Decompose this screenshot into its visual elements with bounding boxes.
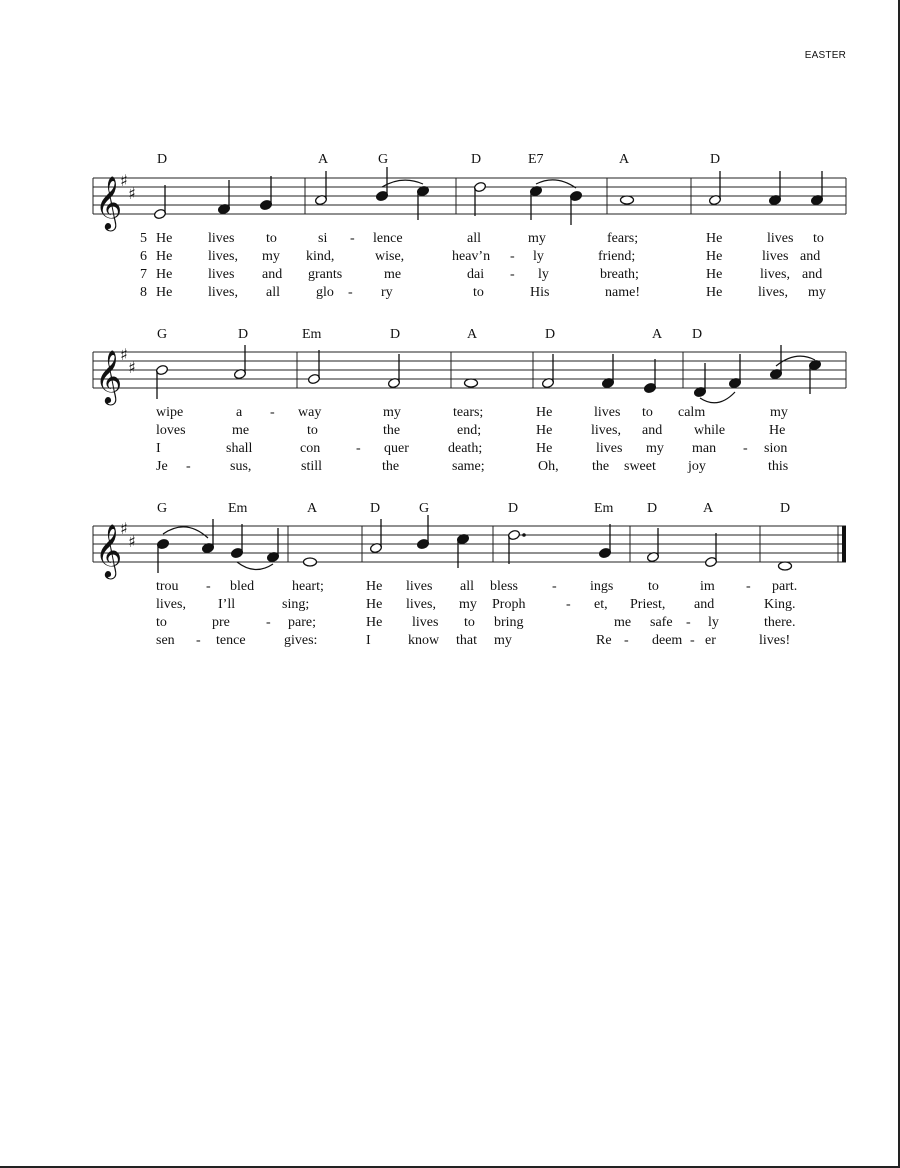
lyric-syllable: know xyxy=(408,633,440,648)
lyric-syllable: - xyxy=(348,285,353,300)
svg-text:𝄞: 𝄞 xyxy=(95,523,123,577)
lyric-syllable: ly xyxy=(708,615,719,630)
lyric-syllable: loves xyxy=(156,423,186,438)
lyric-syllable: He xyxy=(156,285,173,300)
lyric-syllable: death; xyxy=(448,441,483,456)
lyric-syllable: and xyxy=(694,597,715,612)
lyric-syllable: glo xyxy=(316,285,334,300)
lyric-syllable: He xyxy=(769,423,786,438)
lyric-syllable: while xyxy=(694,423,726,438)
lyric-syllable: et, xyxy=(594,597,608,612)
lyric-syllable: pare; xyxy=(288,615,316,630)
lyric-syllable: ry xyxy=(381,285,393,300)
chord-symbol: D xyxy=(710,152,721,167)
chord-symbol: G xyxy=(378,152,389,167)
lyric-syllable: quer xyxy=(384,441,409,456)
chord-symbol: E7 xyxy=(528,152,544,167)
chord-symbol: Em xyxy=(594,501,614,516)
section-label: EASTER xyxy=(804,50,846,61)
lyric-syllable: name! xyxy=(605,285,640,300)
lyric-syllable: shall xyxy=(226,441,253,456)
lyric-syllable: He xyxy=(536,423,553,438)
lyric-syllable: man xyxy=(692,441,717,456)
lyric-syllable: - xyxy=(186,459,191,474)
lyric-syllable: ings xyxy=(590,579,614,594)
lyric-syllable: - xyxy=(510,249,515,264)
chord-symbol: Em xyxy=(302,327,322,342)
lyric-syllable: er xyxy=(705,633,716,648)
lyric-syllable: all xyxy=(467,231,481,246)
lyric-syllable: He xyxy=(536,441,553,456)
lyric-syllable: lives xyxy=(596,441,623,456)
lyric-syllable: still xyxy=(301,459,323,474)
lyric-syllable: - xyxy=(743,441,748,456)
lyric-syllable: way xyxy=(298,405,322,420)
lyric-syllable: - xyxy=(270,405,275,420)
lyric-syllable: this xyxy=(768,459,789,474)
chord-symbol: G xyxy=(419,501,430,516)
lyric-syllable: safe xyxy=(650,615,673,630)
lyric-syllable: - xyxy=(690,633,695,648)
lyric-syllable: I’ll xyxy=(218,597,236,612)
lyric-syllable: heav’n xyxy=(452,249,491,264)
lyric-syllable: kind, xyxy=(306,249,335,264)
lyric-syllable: He xyxy=(156,267,173,282)
lyric-syllable: heart; xyxy=(292,579,324,594)
lyric-syllable: lives xyxy=(208,267,235,282)
lyric-syllable: Priest, xyxy=(630,597,666,612)
lyric-syllable: lence xyxy=(373,231,403,246)
lyric-syllable: - xyxy=(350,231,355,246)
lyric-syllable: and xyxy=(800,249,821,264)
lyric-syllable: part. xyxy=(772,579,798,594)
lyric-syllable: tears; xyxy=(453,405,484,420)
lyric-syllable: lives, xyxy=(758,285,788,300)
lyric-syllable: si xyxy=(318,231,328,246)
lyric-syllable: 6 xyxy=(140,249,147,264)
lyric-syllable: a xyxy=(236,405,243,420)
lyric-syllable: grants xyxy=(308,267,343,282)
lyric-syllable: friend; xyxy=(598,249,636,264)
lyric-syllable: all xyxy=(266,285,280,300)
lyric-syllable: lives! xyxy=(759,633,791,648)
lyric-syllable: to xyxy=(307,423,318,438)
lyric-syllable: the xyxy=(592,459,610,474)
lyric-syllable: He xyxy=(706,249,723,264)
svg-text:♯: ♯ xyxy=(120,519,128,538)
lyric-syllable: dai xyxy=(467,267,485,282)
lyric-syllable: 8 xyxy=(140,285,147,300)
lyric-syllable: sweet xyxy=(624,459,656,474)
lyric-syllable: and xyxy=(642,423,663,438)
lyric-syllable: sus, xyxy=(230,459,252,474)
lyric-syllable: lives xyxy=(208,231,235,246)
lyric-syllable: there. xyxy=(764,615,796,630)
lyric-syllable: He xyxy=(536,405,553,420)
lyric-syllable: lives, xyxy=(406,597,436,612)
lyric-syllable: breath; xyxy=(600,267,639,282)
chord-symbol: D xyxy=(508,501,519,516)
lyric-syllable: my xyxy=(808,285,826,300)
lyric-syllable: - xyxy=(746,579,751,594)
lyric-syllable: lives, xyxy=(591,423,621,438)
lyric-syllable: to xyxy=(473,285,484,300)
lyric-syllable: - xyxy=(566,597,571,612)
lyric-syllable: my xyxy=(528,231,546,246)
lyric-syllable: He xyxy=(156,231,173,246)
lyric-syllable: me xyxy=(614,615,632,630)
lyric-syllable: sen xyxy=(156,633,175,648)
lyric-syllable: my xyxy=(262,249,280,264)
lyric-syllable: im xyxy=(700,579,715,594)
chord-symbol: D xyxy=(238,327,249,342)
chord-symbol: A xyxy=(318,152,329,167)
lyric-syllable: con xyxy=(300,441,321,456)
lyric-syllable: lives, xyxy=(760,267,790,282)
lyric-syllable: Proph xyxy=(492,597,526,612)
lyric-syllable: - xyxy=(356,441,361,456)
lyric-syllable: same; xyxy=(452,459,485,474)
chord-symbol: A xyxy=(467,327,478,342)
lyric-syllable: ly xyxy=(538,267,549,282)
lyric-syllable: gives: xyxy=(284,633,318,648)
lyric-syllable: He xyxy=(366,615,383,630)
svg-text:𝄞: 𝄞 xyxy=(95,349,123,403)
lyric-syllable: - xyxy=(206,579,211,594)
lyric-syllable: deem xyxy=(652,633,683,648)
lyric-syllable: end; xyxy=(457,423,482,438)
lyric-syllable: to xyxy=(464,615,475,630)
lyric-syllable: ly xyxy=(533,249,544,264)
svg-text:♯: ♯ xyxy=(120,171,128,190)
lyric-syllable: pre xyxy=(212,615,230,630)
lyric-syllable: bled xyxy=(230,579,255,594)
lyric-syllable: to xyxy=(648,579,659,594)
lyric-syllable: He xyxy=(156,249,173,264)
lyric-syllable: lives xyxy=(406,579,433,594)
chord-symbol: A xyxy=(703,501,714,516)
svg-text:♯: ♯ xyxy=(120,345,128,364)
lyric-syllable: the xyxy=(383,423,401,438)
lyric-syllable: and xyxy=(262,267,283,282)
lyric-syllable: to xyxy=(642,405,653,420)
svg-text:♯: ♯ xyxy=(128,532,136,551)
chord-symbol: D xyxy=(390,327,401,342)
svg-text:𝄞: 𝄞 xyxy=(95,175,123,229)
lyric-syllable: all xyxy=(460,579,474,594)
lyric-syllable: tence xyxy=(216,633,246,648)
lyric-syllable: my xyxy=(383,405,401,420)
lyric-syllable: the xyxy=(382,459,400,474)
chord-symbol: D xyxy=(370,501,381,516)
chord-symbol: A xyxy=(619,152,630,167)
lyric-syllable: lives, xyxy=(156,597,186,612)
chord-symbol: D xyxy=(692,327,703,342)
lyric-syllable: calm xyxy=(678,405,706,420)
lyric-syllable: my xyxy=(770,405,788,420)
lyric-syllable: my xyxy=(459,597,477,612)
lyric-syllable: He xyxy=(706,231,723,246)
lyric-syllable: He xyxy=(706,285,723,300)
chord-symbol: D xyxy=(780,501,791,516)
lyric-syllable: lives, xyxy=(208,285,238,300)
lyric-syllable: wise, xyxy=(375,249,405,264)
lyric-syllable: sing; xyxy=(282,597,310,612)
lyric-syllable: bless xyxy=(490,579,518,594)
lyric-syllable: lives xyxy=(594,405,621,420)
lyric-syllable: lives xyxy=(767,231,794,246)
lyric-syllable: bring xyxy=(494,615,524,630)
chord-symbol: G xyxy=(157,501,168,516)
lyric-syllable: - xyxy=(266,615,271,630)
chord-symbol: G xyxy=(157,327,168,342)
lyric-syllable: King. xyxy=(764,597,796,612)
chord-symbol: D xyxy=(471,152,482,167)
lyric-syllable: - xyxy=(196,633,201,648)
lyric-syllable: Je xyxy=(156,459,168,474)
lyric-syllable: my xyxy=(494,633,512,648)
chord-symbol: Em xyxy=(228,501,248,516)
lyric-syllable: 5 xyxy=(140,231,147,246)
lyric-syllable: - xyxy=(624,633,629,648)
svg-text:♯: ♯ xyxy=(128,358,136,377)
lyric-syllable: 7 xyxy=(140,267,147,282)
lyric-syllable: my xyxy=(646,441,664,456)
lyric-syllable: wipe xyxy=(156,405,184,420)
lyric-syllable: to xyxy=(156,615,167,630)
lyric-syllable: I xyxy=(156,441,161,456)
lyric-syllable: lives xyxy=(412,615,439,630)
lyric-syllable: I xyxy=(366,633,371,648)
lyric-syllable: Re xyxy=(596,633,612,648)
lyric-syllable: me xyxy=(384,267,402,282)
lyric-syllable: His xyxy=(530,285,550,300)
lyric-syllable: He xyxy=(366,579,383,594)
lyric-syllable: - xyxy=(552,579,557,594)
svg-text:♯: ♯ xyxy=(128,184,136,203)
lyric-syllable: Oh, xyxy=(538,459,559,474)
chord-symbol: A xyxy=(307,501,318,516)
chord-symbol: D xyxy=(157,152,168,167)
lyric-syllable: sion xyxy=(764,441,788,456)
lyric-syllable: - xyxy=(510,267,515,282)
chord-symbol: A xyxy=(652,327,663,342)
chord-symbol: D xyxy=(545,327,556,342)
lyric-syllable: He xyxy=(706,267,723,282)
lyric-syllable: He xyxy=(366,597,383,612)
lyric-syllable: lives, xyxy=(208,249,238,264)
lyric-syllable: fears; xyxy=(607,231,639,246)
lyric-syllable: me xyxy=(232,423,250,438)
lyric-syllable: to xyxy=(266,231,277,246)
chord-symbol: D xyxy=(647,501,658,516)
lyric-syllable: - xyxy=(686,615,691,630)
lyric-syllable: that xyxy=(456,633,477,648)
lyric-syllable: to xyxy=(813,231,824,246)
lyric-syllable: and xyxy=(802,267,823,282)
lyric-syllable: trou xyxy=(156,579,179,594)
lyric-syllable: lives xyxy=(762,249,789,264)
lyric-syllable: joy xyxy=(688,459,706,474)
